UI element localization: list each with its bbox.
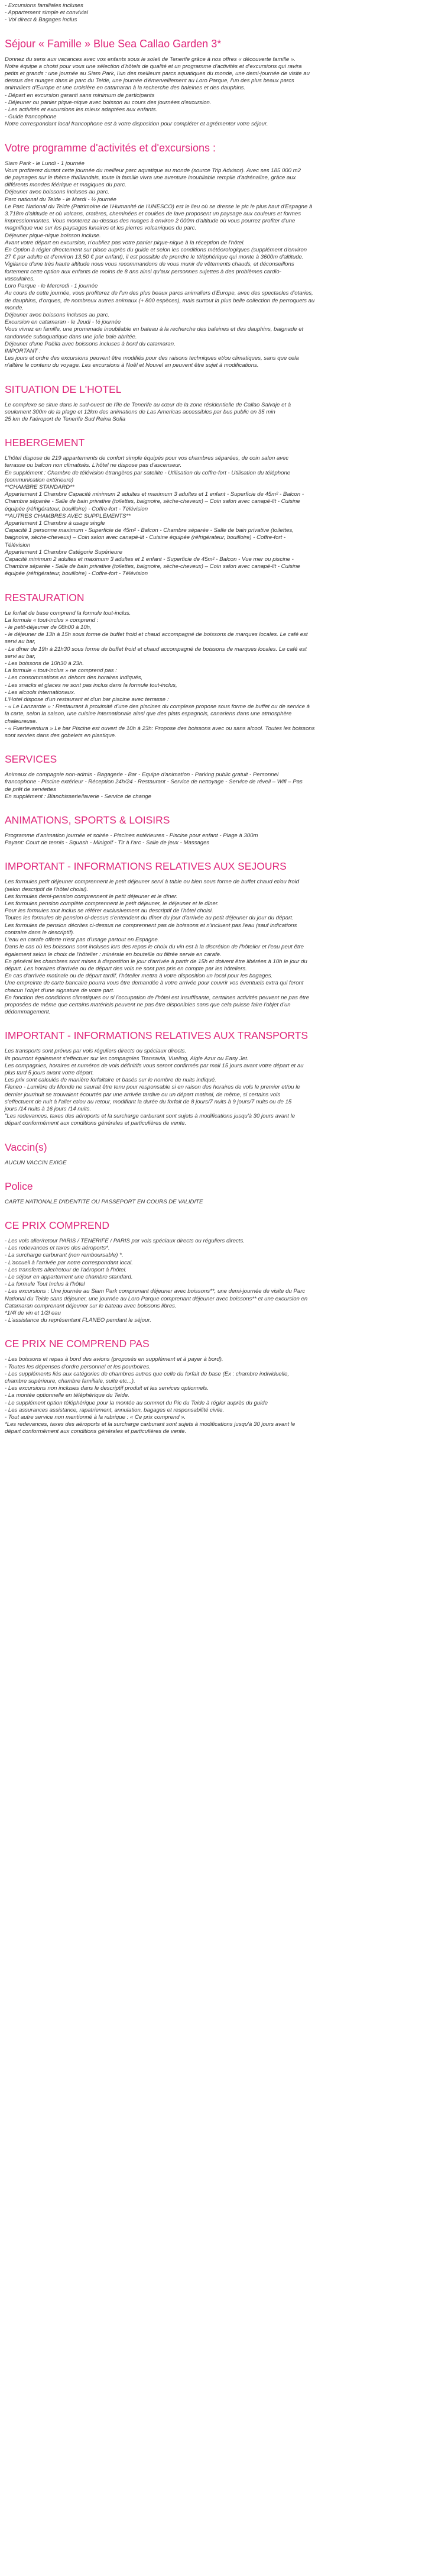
text-line: dédommagement.: [5, 1009, 51, 1016]
text-line: de dauphins, d'orques, de nombreux autres animaux (+ 800 espèces), mais surtout la plus belle collection de perroquets au: [5, 297, 315, 304]
text-line: Le forfait de base comprend la formule tout-inclus.: [5, 609, 131, 616]
text-line: - Le supplément option téléphérique pour la montée au sommet du Pic du Teide à régler auprès du guide: [5, 1399, 268, 1406]
important-sejours-lines: [5, 879, 433, 1016]
section-title-restauration: RESTAURATION: [5, 591, 85, 603]
animations-lines: [5, 832, 433, 847]
text-line: National du Teide sans déjeuner, une journée au Loro Parque comprenant déjeuner avec boissons** et une excursion en: [5, 1295, 308, 1302]
text-line: servi au bar,: [5, 638, 36, 645]
sejour-footer: Notre correspondant local francophone est à votre disposition pour compléter et agrémenter votre séjour.: [5, 121, 268, 128]
text-line: - Toutes les dépenses d'ordre personnel et les pourboires.: [5, 1363, 151, 1370]
text-line: - La montée optionnelle en téléphérique du Teide.: [5, 1392, 129, 1399]
text-line: départ. Les horaires d'arrivée ou de départ des vols ne sont pas pris en compte par les hôteliers.: [5, 965, 247, 972]
text-line: impressionnantes. Vous monterez au-dessus des nuages à environ 2 000m d'altitude où vous pourrez profiter d'une: [5, 218, 296, 225]
text-line: Les jours et ordre des excursions peuvent être modifiés pour des raisons techniques et/ou climatiques, sans que cela: [5, 355, 299, 362]
text-line: - Les boissons et repas à bord des avions (proposés en supplément et à payer à bord).: [5, 1356, 223, 1363]
text-line: En supplément : Chambre de télévision étrangères par satellite - Utilisation du coffre-fort - Utilisation du téléphone: [5, 469, 291, 476]
text-line: Pour les formules tout inclus se référer exclusivement au descriptif de l'hôtel choisi.: [5, 908, 213, 915]
text-line: - L'accueil à l'arrivée par notre correspondant local.: [5, 1259, 133, 1266]
text-line: (selon descriptif de l'hôtel choisi).: [5, 886, 89, 893]
section-important-sejours: [5, 860, 433, 1016]
text-line: Chambre séparée - Salle de bain privative (toilettes, baignoire, sèche-cheveux) – Coin salon avec canapé-lit - Cuisine: [5, 498, 300, 505]
text-line: La formule « tout-inclus » ne comprend pas :: [5, 667, 117, 674]
text-line: Ils pourront également s'effectuer sur les compagnies Transavia, Vueling, Aigle Azur ou Easy Jet.: [5, 1055, 249, 1062]
text-line: baignoire, sèche-cheveux) – Coin salon avec canapé-lit - Cuisine équipée (réfrigérateur, bouilloire) - Coffre-fort -: [5, 534, 286, 541]
section-title-hebergement: HEBERGEMENT: [5, 437, 85, 449]
text-line: fortement cette option aux enfants de moins de 8 ans ainsi qu'aux personnes sujettes à des problèmes cardio-: [5, 268, 281, 275]
text-line: petits et grands : une journée au Siam Park, l'un des meilleurs parcs aquatiques du monde, une demi-journée de visite au: [5, 70, 310, 78]
text-line: Programme d'animation journée et soirée - Piscines extérieures - Piscine pour enfant - Plage à 300m: [5, 832, 258, 840]
section-title-animations: ANIMATIONS, SPORTS & LOISIRS: [5, 814, 170, 827]
section-vaccins: [5, 1141, 433, 1167]
situation-lines: [5, 402, 433, 424]
text-line: AUCUN VACCIN EXIGE: [5, 1159, 67, 1166]
text-line: animaliers d'Europe et une croisière en catamaran à la recherche des baleines et des dauphins.: [5, 85, 246, 92]
text-line: Appartement 1 Chambre Catégorie Supérieure: [5, 548, 122, 556]
text-line: Notre équipe a choisi pour vous une sélection d'hôtels de qualité et un programme d'activités et d'excursions qui ravira: [5, 63, 302, 70]
text-line: Donnez du sens aux vacances avec vos enfants sous le soleil de Tenerife grâce à nos offres « découverte famille ».: [5, 56, 296, 63]
text-line: monde.: [5, 304, 24, 311]
section-restauration: [5, 591, 433, 740]
text-line: chaleureuse.: [5, 718, 37, 725]
text-line: - le déjeuner de 13h à 15h sous forme de buffet froid et chaud accompagné de boissons de marques locales. Le café est: [5, 631, 308, 638]
text-line: **CHAMBRE STANDARD**: [5, 483, 74, 490]
section-programme: [5, 141, 433, 370]
section-title-situation: SITUATION DE L'HOTEL: [5, 383, 122, 395]
text-line: Le complexe se situe dans le sud-ouest de l'île de Tenerife au cœur de la zone résidentielle de Callao Salvaje et à: [5, 401, 291, 408]
section-title-programme: Votre programme d'activités et d'excursions :: [5, 141, 216, 154]
text-line: - Tout autre service non mentionné à la rubrique : « Ce prix comprend ».: [5, 1414, 186, 1421]
text-line: également selon le choix de l'hôtelier : minérale en bouteille ou filtrée servie en carafe.: [5, 951, 222, 958]
text-line: équipée (réfrigérateur, bouilloire) - Coffre-fort - Télévision: [5, 570, 148, 577]
text-line: Vigilance d'une très haute altitude nous vous recommandons de vous munir de vêtements chauds, et déconseillons: [5, 261, 294, 268]
text-line: - Les assurances assistance, rapatriement, annulation, bagages et responsabilité civile.: [5, 1406, 225, 1413]
sejour-bullets: [5, 92, 433, 121]
text-line: seulement 300m de la plage et 12km des animations de Las Americas accessibles par bus public en 35 min: [5, 408, 275, 415]
text-line: Les compagnies, horaires et numéros de vols définitifs vous seront confirmés par mail 15 jours avant votre départ et au: [5, 1062, 304, 1069]
text-line: Les transports sont prévus par vols réguliers directs ou spéciaux directs.: [5, 1048, 187, 1055]
text-line: randonnée subaquatique dans une jolie baie abritée.: [5, 333, 137, 340]
text-line: L'eau en carafe offerte n'est pas d'usage partout en Espagne.: [5, 937, 160, 944]
vaccins-lines: [5, 1160, 433, 1167]
text-line: - Déjeuner ou panier pique-nique avec boisson au cours des journées d'excursion.: [5, 99, 212, 106]
text-line: Siam Park - le Lundi - 1 journée: [5, 160, 85, 167]
text-line: Catamaran comprenant déjeuner sur le bateau avec boissons libres.: [5, 1302, 177, 1309]
section-animations: [5, 814, 433, 847]
text-line: *1/4l de vin et 1/2l eau: [5, 1310, 61, 1316]
text-line: - Les excursions : Une journée au Siam Park comprenant déjeuner avec boissons**, une demi-journée de visite du Parc: [5, 1288, 306, 1295]
text-line: Chambre séparée - Salle de bain privative (toilettes, baignoire, sèche-cheveux) – Coin salon avec canapé-lit - Cuisine: [5, 563, 300, 570]
text-line: - La formule Tout Inclus à l'hôtel: [5, 1281, 85, 1288]
text-line: vasculaires.: [5, 275, 35, 282]
text-line: Déjeuner d'une Paëlla avec boissons incluses à bord du catamaran.: [5, 340, 176, 347]
section-services: [5, 753, 433, 800]
text-line: En supplément : Blanchisserie/laverie - Service de change: [5, 793, 151, 800]
section-title-prix-ne-comprend: CE PRIX NE COMPREND PAS: [5, 1338, 150, 1350]
intro-bullet: - Excursions familiales incluses: [5, 2, 83, 9]
text-line: En Option à régler directement sur place auprès du guide et selon les conditions météorologiques (supplément d'environ: [5, 247, 307, 254]
text-line: Vous vivrez en famille, une promenade inoubliable en bateau à la recherche des baleines et des dauphins, baignade et: [5, 326, 304, 333]
text-line: Fleneo - Lumière du Monde ne saurait être tenu pour responsable si en raison des horaires de vols le premier et/ou le: [5, 1084, 300, 1091]
section-title-important-transports: IMPORTANT - INFORMATIONS RELATIVES AUX TRANSPORTS: [5, 1029, 309, 1042]
intro-bullet: - Appartement simple et convivial: [5, 9, 88, 17]
text-line: Les formules demi-pension comprennent le petit déjeuner et le dîner.: [5, 893, 178, 900]
text-line: - Le dîner de 19h à 21h30 sous forme de buffet froid et chaud accompagné de boissons de marques locales. Le café est: [5, 645, 307, 653]
text-line: Au cours de cette journée, vous profiterez de l'un des plus beaux parcs animaliers d'Europe, avec des spectacles d'otaries,: [5, 290, 313, 297]
text-line: magnifique vue sur les paysages lunaires et les pierres volcaniques du parc.: [5, 225, 197, 232]
restauration-lines: [5, 610, 433, 740]
text-line: (communication extérieure): [5, 476, 74, 483]
text-line: servi au bar,: [5, 653, 36, 660]
text-line: - Départ en excursion garanti sans minimum de participants: [5, 92, 155, 99]
text-line: Payant: Court de tennis - Squash - Minigolf - Tir à l'arc - Salle de jeux - Massages: [5, 840, 210, 847]
section-sejour: [5, 37, 433, 128]
programme-lines: [5, 160, 433, 370]
text-line: **AUTRES CHAMBRES AVEC SUPPLÉMENTS**: [5, 512, 131, 519]
text-line: Vous profiterez durant cette journée du meilleur parc aquatique au monde (source Trip Advisor). Avec ses 185 000 m2: [5, 167, 301, 174]
text-line: CARTE NATIONALE D'IDENTITE OU PASSEPORT EN COURS DE VALIDITE: [5, 1198, 203, 1205]
text-line: - Les excursions non incluses dans le descriptif produit et les services optionnels.: [5, 1385, 209, 1392]
text-line: terrasse ou balcon non climatisés. L'hôtel ne dispose pas d'ascenseur.: [5, 462, 182, 469]
intro-bullets: [5, 2, 433, 24]
text-line: 27 € par adulte et d'environ 13,50 € par enfant), il est possible de prendre le téléphérique qui monte à 3600m d'altitude.: [5, 254, 304, 261]
section-important-transports: [5, 1029, 433, 1127]
text-line: Parc national du Teide - le Mardi - ½ journée: [5, 196, 116, 203]
text-line: Dans le cas où les boissons sont incluses lors des repas le choix du vin est à la discrétion de l'hôtelier et l'eau peut être: [5, 944, 304, 951]
text-line: chacun l'objet d'une signature de votre part.: [5, 987, 115, 994]
text-line: 25 km de l'aéroport de Tenerife Sud Reina Sofia: [5, 415, 126, 422]
text-line: différents mondes féérique et magiques du parc.: [5, 182, 126, 189]
text-line: la carte, selon la saison, une cuisine internationale ainsi que des plats espagnols, canariens dans une atmosphère: [5, 711, 292, 718]
text-line: Appartement 1 Chambre Capacité minimum 2 adultes et maximum 3 adultes et 1 enfant - Superficie de 45m² - Balcon -: [5, 491, 304, 498]
text-line: L'hôtel dispose de 219 appartements de confort simple équipés pour vos chambres séparées, de coin salon avec: [5, 455, 289, 462]
text-line: - « Le Lanzarote » : Restaurant à proximité d'une des piscines du complexe propose sous forme de buffet ou de service à: [5, 703, 310, 711]
text-line: "Les redevances, taxes des aéroports et la surcharge carburant sont sujets à modifications jusqu'à 30 jours avant le: [5, 1113, 296, 1120]
text-line: contraire dans le descriptif).: [5, 929, 74, 936]
section-prix-comprend: [5, 1219, 433, 1324]
section-title-police: Police: [5, 1180, 33, 1192]
prix-comprend-lines: [5, 1238, 433, 1324]
hebergement-lines: [5, 455, 433, 577]
text-line: Capacité minimum 2 adultes et maximum 3 adultes et 1 enfant - Superficie de 45m² - Balcon - Vue mer ou piscine -: [5, 556, 294, 563]
text-line: dernier jour/nuit se trouvaient écourtés par une arrivée tardive ou un départ matinal, de même, si certains vols: [5, 1091, 281, 1098]
text-line: proposées de même que certains matériels peuvent ne pas être disponibles sans que cela puisse faire l'objet d'un: [5, 1001, 291, 1008]
text-line: de paysages sur le thème thaïlandais, toute la famille vivra une aventure inoubliable remplie d'adrénaline, grâce aux: [5, 175, 296, 182]
section-hebergement: [5, 436, 433, 577]
text-line: sont servies dans des gobelets en plastique.: [5, 732, 116, 740]
text-line: Loro Parque - le Mercredi - 1 journée: [5, 283, 98, 290]
text-line: La formule « tout-inclus » comprend :: [5, 616, 99, 624]
text-line: - Les activités et excursions les mieux adaptées aux enfants.: [5, 106, 158, 114]
text-line: - le petit-déjeuner de 08h00 à 10h,: [5, 624, 92, 631]
text-line: Excursion en catamaran - le Jeudi - ½ journée: [5, 319, 121, 326]
text-line: dessus des nuages dans le parc du Teide, une journée d'émerveillement au Loro Parque, l'un des plus beaux parcs: [5, 78, 294, 85]
text-line: Appartement 1 Chambre à usage single: [5, 519, 105, 527]
text-line: - La surcharge carburant (non remboursable) *.: [5, 1252, 124, 1259]
text-line: - Guide francophone: [5, 114, 57, 121]
text-line: En général les chambres sont mises à disposition le jour d'arrivée à partir de 15h et doivent être libérées à 10h le jour du: [5, 958, 307, 965]
section-situation: [5, 383, 433, 424]
text-line: *Les redevances, taxes des aéroports et la surcharge carburant sont sujets à modifications jusqu'à 30 jours avant le: [5, 1421, 296, 1428]
section-police: [5, 1180, 433, 1206]
text-line: Les formules pension complète comprennent le petit déjeuner, le déjeuner et le dîner.: [5, 900, 219, 908]
text-line: Les formules petit déjeuner comprennent le petit déjeuner servi à table ou bien sous forme de buffet chaud et/ou froid: [5, 879, 300, 886]
text-line: francophone - Piscine extérieur - Réception 24h/24 - Restaurant - Service de nettoyage - Service de réveil – Wifi – Pas: [5, 779, 303, 786]
text-line: - « Fuerteventura » Le bar Piscine est ouvert de 10h à 23h: Propose des boissons avec ou sans alcool. Toutes les boissons: [5, 725, 315, 732]
text-line: Les prix sont calculés de manière forfaitaire et basés sur le nombre de nuits indiqué.: [5, 1077, 216, 1084]
text-line: IMPORTANT :: [5, 347, 41, 354]
text-line: 3.718m d'altitude et où volcans, cratères, cheminées et coulées de lave proposent un paysage aux couleurs et formes: [5, 211, 301, 218]
text-line: Capacité 1 personne maximum - Superficie de 45m² - Balcon - Chambre séparée - Salle de bain privative (toilettes,: [5, 527, 294, 534]
text-line: - Le séjour en appartement une chambre standard.: [5, 1273, 133, 1280]
services-lines: [5, 771, 433, 800]
text-line: jours /14 nuits à 16 jours /14 nuits.: [5, 1105, 92, 1112]
section-title-vaccins: Vaccin(s): [5, 1141, 47, 1153]
section-prix-ne-comprend: [5, 1337, 433, 1435]
important-transports-lines: [5, 1048, 433, 1127]
text-line: - Les vols aller/retour PARIS / TENERIFE / PARIS par vols spéciaux directs ou réguliers directs.: [5, 1237, 245, 1244]
text-line: départ conformément aux conditions générales et particulières de vente.: [5, 1428, 187, 1435]
section-title-prix-comprend: CE PRIX COMPREND: [5, 1219, 109, 1231]
text-line: - Les boissons de 10h30 à 23h.: [5, 660, 84, 667]
text-line: Le Parc National du Teide (Patrimoine de l'Humanité de l'UNESCO) est le lieu où se dresse le pic le plus haut d'Espagne à: [5, 203, 313, 210]
text-line: - Les suppléments liés aux catégories de chambres autres que celle du forfait de base (Ex : chambre individuelle,: [5, 1370, 290, 1377]
prix-ne-comprend-lines: [5, 1356, 433, 1435]
section-title-sejour: Séjour « Famille » Blue Sea Callao Garden 3*: [5, 37, 222, 50]
text-line: n'altère le contenu du voyage. Les excursions à Noël et Nouvel an peuvent être sujet à modifications.: [5, 362, 259, 369]
text-line: Animaux de compagnie non-admis - Bagagerie - Bar - Equipe d'animation - Parking public gratuit - Personnel: [5, 771, 279, 779]
section-title-services: SERVICES: [5, 753, 57, 766]
sejour-paragraph: [5, 56, 433, 92]
text-line: plus tard 5 jours avant votre départ.: [5, 1069, 94, 1076]
intro-bullet: - Vol direct & Bagages inclus: [5, 17, 77, 24]
text-line: - Les consommations en dehors des horaires indiqués,: [5, 674, 143, 682]
text-line: Déjeuner avec boissons incluses au parc.: [5, 311, 110, 318]
section-title-important-sejours: IMPORTANT - INFORMATIONS RELATIVES AUX SEJOURS: [5, 860, 287, 873]
text-line: Déjeuner avec boissons incluses au parc.: [5, 189, 110, 196]
text-line: Une empreinte de carte bancaire pourra vous être demandée à votre arrivée pour couvrir vos éventuels extra qui feront: [5, 980, 304, 987]
text-line: de prêt de serviettes: [5, 786, 56, 793]
text-line: s'effectuent de nuit à l'aller et/ou au retour, modifiant la durée du forfait de 8 jours/7 nuits à 9 jours/7 nuits ou de 15: [5, 1098, 292, 1105]
text-line: En cas d'arrivée matinale ou de départ tardif, l'hôtelier mettra à votre disposition un local pour les bagages.: [5, 973, 273, 980]
text-line: - Les alcools internationaux.: [5, 689, 76, 696]
text-line: Déjeuner pique-nique boisson incluse.: [5, 232, 101, 239]
text-line: En fonction des conditions climatiques ou si l'occupation de l'hôtel est insuffisante, certaines activités peuvent ne pas être: [5, 994, 310, 1001]
text-line: Les formules de pension décrites ci-dessus ne comprennent pas de boissons et n'incluent pas l'eau (sauf indications: [5, 922, 297, 929]
text-line: départ conformément aux conditions générales et particulières de vente.: [5, 1120, 187, 1127]
text-line: - Les snacks et glaces ne sont pas inclus dans la formule tout-inclus,: [5, 682, 177, 689]
text-line: Toutes les formules de pension ci-dessus s'entendent du dîner du jour d'arrivée au petit déjeuner du jour du départ.: [5, 915, 294, 922]
text-line: L'Hotel dispose d'un restaurant et d'un bar piscine avec terrasse :: [5, 696, 169, 703]
police-lines: [5, 1199, 433, 1206]
text-line: - L'assistance du représentant FLANEO pendant le séjour.: [5, 1317, 151, 1324]
text-line: Avant votre départ en excursion, n'oubliez pas votre panier pique-nique à la réception de l'hôtel.: [5, 239, 245, 246]
text-line: - Les transferts aller/retour de l'aéroport à l'hôtel.: [5, 1266, 127, 1273]
text-line: Télévision: [5, 541, 31, 548]
text-line: - Les redevances et taxes des aéroports*.: [5, 1245, 110, 1252]
text-line: chambre supérieure, chambre familiale, suite etc...).: [5, 1378, 135, 1385]
text-line: équipée (réfrigérateur, bouilloire) - Coffre-fort - Télévision: [5, 505, 148, 512]
